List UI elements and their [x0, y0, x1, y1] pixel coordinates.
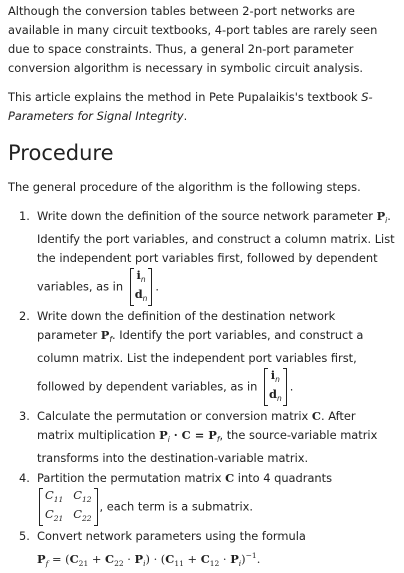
section-heading: Procedure [8, 141, 114, 165]
column-vector: $i_n$ $d_n$ [130, 268, 153, 306]
step-4: 4. Partition the permutation matrix C into 4 quadrants $C_{11}$ $C_{12}$ $C_{21}$ $C_{22}$ , each term is a submatrix. [8, 469, 396, 526]
intro-paragraph-1: Although the conversion tables between 2-port networks are available in many circuit textbooks, 4-port tables are rarely seen due to space constraints. Thus, a general 2n-port parameter conversion algorithm is necessary in symbolic circuit analysis. [8, 4, 378, 75]
step-1: 1. Write down the definition of the source network parameter $P_i$. Identify the port variables, and construct a column matrix. List the independent port variables first, followed by dependent variables, as in $i_n$ $d_n$ . [8, 207, 396, 306]
quadrant-matrix: $C_{11}$ $C_{12}$ $C_{21}$ $C_{22}$ [39, 488, 98, 526]
column-vector: $i_n$ $d_n$ [264, 368, 287, 406]
section-lead: The general procedure of the algorithm is the following steps. [8, 180, 361, 194]
intro-paragraph-2: This article explains the method in Pete Pupalaikis's textbook S-Parameters for Signal Integrity. [8, 90, 373, 123]
step-5: 5. Convert network parameters using the formula $P_f = (C_{21} + C_{22} \cdot P_i) \cdot (C_{11} + C_{12} \cdot P_i)^{-1}$. [19, 529, 306, 568]
step-2: 2. Write down the definition of the destination network parameter $P_f$. Identify the port variables, and construct a column matrix. List the independent port variables first, followed by dependent variables, as in $i_n$ $d_n$ . [8, 307, 396, 406]
conversion-formula: $P_f = (C_{21} + C_{22} \cdot P_i) \cdot (C_{11} + C_{12} \cdot P_i)^{-1}$. [37, 551, 261, 568]
step-3: 3. Calculate the permutation or conversion matrix C. After matrix multiplication $P_i \cdot C = P_f$, the source-variable matrix transforms into the destination-variable matrix. [19, 409, 378, 465]
procedure-steps [8, 207, 396, 573]
book-title: S-Parameters for Signal Integrity [8, 90, 373, 123]
